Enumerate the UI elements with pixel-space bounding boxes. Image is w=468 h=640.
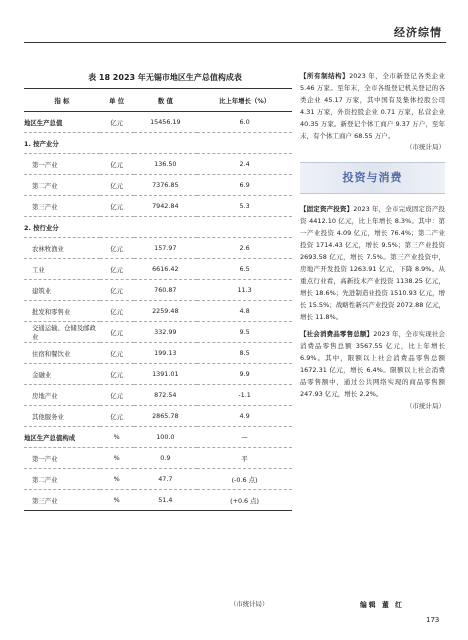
retail-source: （市统计局） xyxy=(406,401,445,410)
row-growth: 5.3 xyxy=(197,196,292,217)
row-name: 农林牧渔业 xyxy=(24,238,100,259)
row-name: 第一产业 xyxy=(24,154,100,175)
row-value: 136.50 xyxy=(134,154,198,175)
retail-body: 2023 年，全市实现社会消费品零售总额 3567.55 亿元，比上年增长 6.9%。其中，限额以上社会消费品零售总额 1672.31 亿元，增长 6.4%。限额以上社会消费品零售额中，通过公共网络实现的商品零售额 247.93 亿元，增长 2.2%。 xyxy=(300,330,446,398)
row-growth: 2.6 xyxy=(197,238,292,259)
row-growth: -1.1 xyxy=(197,385,292,406)
row-value: 15456.19 xyxy=(134,112,198,133)
row-value: 7942.84 xyxy=(134,196,198,217)
row-name: 2. 按行业分 xyxy=(24,217,100,238)
table-row xyxy=(24,322,292,343)
row-unit: 亿元 xyxy=(100,364,134,385)
table-row xyxy=(24,175,292,196)
table-row xyxy=(24,280,292,301)
row-unit: 亿元 xyxy=(100,343,134,364)
section-banner xyxy=(300,162,445,194)
row-value: 2865.78 xyxy=(134,406,198,427)
row-value: 47.7 xyxy=(134,469,198,490)
row-value: 7376.85 xyxy=(134,175,198,196)
row-unit: 亿元 xyxy=(100,238,134,259)
row-unit: 亿元 xyxy=(100,175,134,196)
row-unit: 亿元 xyxy=(100,280,134,301)
row-name: 第一产业 xyxy=(24,448,100,469)
row-name: 交通运输、仓储及邮政业 xyxy=(24,322,100,343)
table-row xyxy=(24,238,292,259)
row-growth: 6.5 xyxy=(197,259,292,280)
table-row xyxy=(24,112,292,133)
table-row xyxy=(24,406,292,427)
page-number: 173 xyxy=(426,616,440,624)
editor-credit: 编辑 董 红 xyxy=(360,601,404,609)
row-name: 1. 按产业分 xyxy=(24,133,100,154)
table-row xyxy=(24,364,292,385)
row-value: 332.99 xyxy=(134,322,198,343)
row-name: 第二产业 xyxy=(24,469,100,490)
row-name: 地区生产总值 xyxy=(24,112,100,133)
gdp-composition-table xyxy=(24,88,292,511)
row-growth: 2.4 xyxy=(197,154,292,175)
row-unit: 亿元 xyxy=(100,385,134,406)
table-row xyxy=(24,154,292,175)
row-value xyxy=(134,133,198,154)
row-value: 199.13 xyxy=(134,343,198,364)
row-name: 房地产业 xyxy=(24,385,100,406)
table-row xyxy=(24,133,292,154)
row-value: 100.0 xyxy=(134,427,198,448)
row-growth: 9.9 xyxy=(197,364,292,385)
row-name: 工业 xyxy=(24,259,100,280)
row-growth: 6.0 xyxy=(197,112,292,133)
table-source: （市统计局） xyxy=(230,600,269,608)
row-name: 金融业 xyxy=(24,364,100,385)
row-value: 872.54 xyxy=(134,385,198,406)
row-growth: — xyxy=(197,427,292,448)
table-row xyxy=(24,490,292,511)
row-unit: % xyxy=(100,448,134,469)
table-row xyxy=(24,196,292,217)
col-header-indicator: 指 标 xyxy=(24,89,100,112)
row-value: 2259.48 xyxy=(134,301,198,322)
fixed-investment-paragraph xyxy=(300,204,445,323)
row-growth: (+0.6 点) xyxy=(197,490,292,511)
table-row xyxy=(24,427,292,448)
row-value: 1391.01 xyxy=(134,364,198,385)
table-row xyxy=(24,469,292,490)
row-growth: 平 xyxy=(197,448,292,469)
row-name: 第二产业 xyxy=(24,175,100,196)
table-caption: 表 18 2023 年无锡市地区生产总值构成表 xyxy=(88,73,242,82)
row-growth: 9.5 xyxy=(197,322,292,343)
row-unit: 亿元 xyxy=(100,406,134,427)
row-growth xyxy=(197,133,292,154)
row-value: 51.4 xyxy=(134,490,198,511)
table-row xyxy=(24,217,292,238)
table-row xyxy=(24,343,292,364)
right-column xyxy=(300,71,445,413)
banner-title: 投资与消费 xyxy=(342,171,403,185)
row-unit: 亿元 xyxy=(100,322,134,343)
col-header-growth: 比上年增长（%） xyxy=(197,89,292,112)
table-row xyxy=(24,448,292,469)
row-unit xyxy=(100,217,134,238)
ownership-body: 2023 年，全市新登记各类企业 5.46 万家。至年末，全市各级登记机关登记的各类企业 45.17 万家，其中国有及集体控股公司 4.31 万家，外资控股企业 0.71 万家，私营企业 40.35 万家。新登记个体工商户 9.37 万户，至年末，有个体工商户 68.55 万户。 xyxy=(300,72,446,140)
retail-title: 【社会消费品零售总额】 xyxy=(300,330,374,339)
row-value: 6616.42 xyxy=(134,259,198,280)
row-growth: 4.9 xyxy=(197,406,292,427)
fixed-investment-title: 【固定资产投资】 xyxy=(300,205,354,214)
row-growth: 6.9 xyxy=(197,175,292,196)
table-row xyxy=(24,301,292,322)
row-name: 建筑业 xyxy=(24,280,100,301)
row-unit: 亿元 xyxy=(100,259,134,280)
table-row xyxy=(24,259,292,280)
row-name: 地区生产总值构成 xyxy=(24,427,100,448)
row-growth xyxy=(197,217,292,238)
row-value xyxy=(134,217,198,238)
running-header xyxy=(24,22,446,43)
col-header-value: 数 值 xyxy=(134,89,198,112)
section-title: 经济综情 xyxy=(394,26,442,39)
row-name: 第三产业 xyxy=(24,490,100,511)
row-unit: % xyxy=(100,427,134,448)
ownership-title: 【所有制结构】 xyxy=(300,72,350,80)
row-name: 批发和零售业 xyxy=(24,301,100,322)
row-unit: 亿元 xyxy=(100,112,134,133)
row-unit: % xyxy=(100,490,134,511)
row-growth: 11.3 xyxy=(197,280,292,301)
row-name: 第三产业 xyxy=(24,196,100,217)
row-growth: 8.5 xyxy=(197,343,292,364)
col-header-unit: 单 位 xyxy=(100,89,134,112)
row-unit: % xyxy=(100,469,134,490)
fixed-investment-body: 2023 年，全市完成固定资产投资 4412.10 亿元，比上年增长 8.3%。其中：第一产业投资 4.09 亿元，增长 76.4%；第二产业投资 1714.43 亿元，增长 9.5%；第三产业投资 2693.58 亿元，增长 7.5%。第三产业投资中，房地产开发投资 1263.91 亿元，下降 8.9%。从重点行业看，高新技术产业投资 1138.25 亿元，增长 18.6%；先进制造业投资 1510.93 亿元，增长 15.5%；战略性新兴产业投资 2072.88 亿元，增长 11.8%。 xyxy=(300,205,446,321)
retail-paragraph xyxy=(300,329,445,400)
ownership-source: （市统计局） xyxy=(406,143,445,152)
row-value: 157.97 xyxy=(134,238,198,259)
row-name: 其他服务业 xyxy=(24,406,100,427)
row-value: 760.87 xyxy=(134,280,198,301)
table-row xyxy=(24,385,292,406)
row-unit: 亿元 xyxy=(100,301,134,322)
row-name: 住宿和餐饮业 xyxy=(24,343,100,364)
row-growth: 4.8 xyxy=(197,301,292,322)
row-unit: 亿元 xyxy=(100,154,134,175)
ownership-paragraph xyxy=(300,71,445,142)
row-unit: 亿元 xyxy=(100,196,134,217)
row-value: 0.9 xyxy=(134,448,198,469)
row-unit xyxy=(100,133,134,154)
row-growth: (-0.6 点) xyxy=(197,469,292,490)
